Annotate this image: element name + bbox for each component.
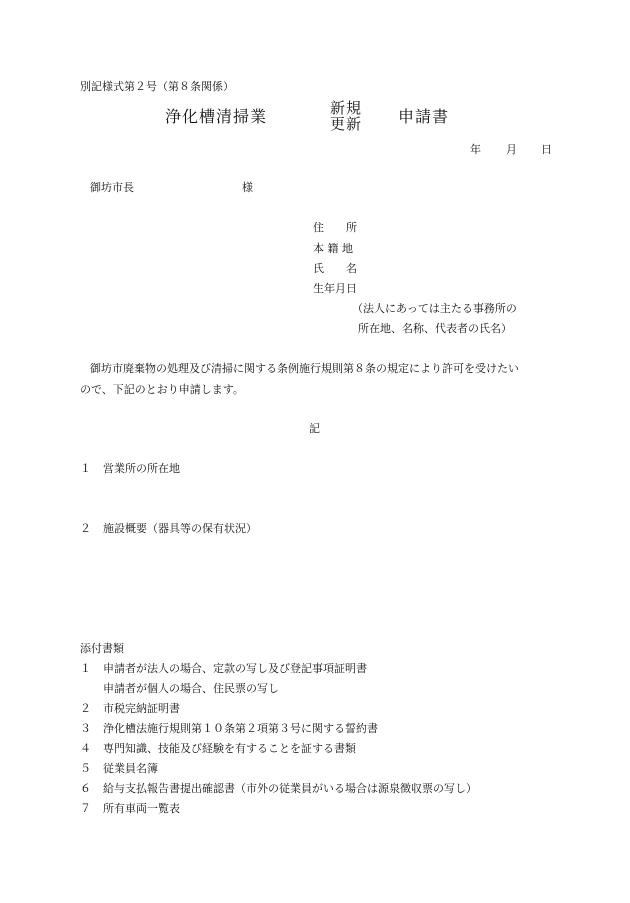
title-suffix: 申請書 bbox=[398, 107, 450, 126]
body-line1: 御坊市廃棄物の処理及び清掃に関する条例施行規則第８条の規定により許可を受けたい bbox=[90, 362, 519, 375]
item-1-label: 営業所の所在地 bbox=[103, 462, 180, 475]
addressee-honorific: 様 bbox=[242, 181, 253, 194]
title-option-new: 新規 bbox=[330, 99, 363, 117]
addressee-name: 御坊市長 bbox=[90, 181, 134, 194]
attachments-heading: 添付書類 bbox=[80, 642, 124, 655]
form-number: 別記様式第２号（第８条関係） bbox=[80, 80, 234, 93]
body-line2: ので、下記のとおり申請します。 bbox=[80, 383, 244, 396]
attachment-text: 従業員名簿 bbox=[103, 762, 158, 775]
attachment-number: ６ bbox=[80, 782, 91, 795]
attachment-number: ４ bbox=[80, 742, 91, 755]
attachment-number: ２ bbox=[80, 702, 91, 715]
attachment-number: ３ bbox=[80, 722, 91, 735]
attachment-text: 所有車両一覧表 bbox=[103, 802, 180, 815]
item-2-number: ２ bbox=[80, 522, 91, 535]
attachment-number: １ bbox=[80, 662, 91, 675]
date-day: 日 bbox=[541, 143, 552, 156]
date-month: 月 bbox=[506, 143, 517, 156]
ki-heading: 記 bbox=[309, 422, 320, 435]
applicant-name-label: 氏 名 bbox=[313, 262, 357, 275]
applicant-domicile-label: 本 籍 地 bbox=[313, 242, 353, 255]
applicant-note-line2: 所在地、名称、代表者の氏名） bbox=[358, 322, 512, 335]
attachment-text: 申請者が個人の場合、住民票の写し bbox=[103, 682, 279, 695]
attachment-text: 浄化槽法施行規則第１０条第２項第３号に関する誓約書 bbox=[103, 722, 378, 735]
title-option-renew: 更新 bbox=[330, 115, 363, 133]
applicant-address-label: 住 所 bbox=[313, 221, 357, 234]
attachment-text: 専門知識、技能及び経験を有することを証する書類 bbox=[103, 742, 356, 755]
applicant-birthdate-label: 生年月日 bbox=[313, 282, 357, 295]
attachment-text: 市税完納証明書 bbox=[103, 702, 180, 715]
attachment-text: 申請者が法人の場合、定款の写し及び登記事項証明書 bbox=[103, 662, 367, 675]
date-year: 年 bbox=[470, 143, 481, 156]
title-main: 浄化槽清掃業 bbox=[165, 107, 268, 126]
applicant-note-line1: （法人にあっては主たる事務所の bbox=[352, 302, 517, 315]
attachment-number: ７ bbox=[80, 802, 91, 815]
item-1-number: １ bbox=[80, 462, 91, 475]
attachment-number: ５ bbox=[80, 762, 91, 775]
item-2-label: 施設概要（器具等の保有状況） bbox=[103, 522, 257, 535]
attachment-text: 給与支払報告書提出確認書（市外の従業員がいる場合は源泉徴収票の写し） bbox=[103, 782, 477, 795]
